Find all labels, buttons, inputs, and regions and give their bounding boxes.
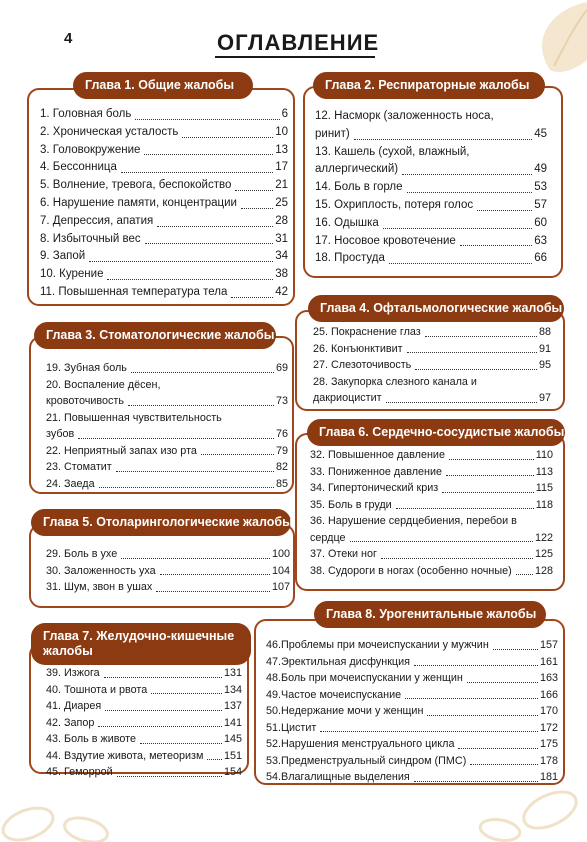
toc-entry[interactable] [266, 736, 558, 753]
toc-entry-page: 107 [271, 581, 290, 593]
chapter-4-box [295, 310, 565, 411]
toc-entry-title: 13. Кашель (сухой, влажный, [315, 145, 470, 158]
toc-entry-page: 6 [281, 108, 288, 120]
toc-entry[interactable] [40, 142, 288, 160]
dot-leader [386, 402, 537, 403]
toc-entry-page: 118 [535, 498, 553, 511]
toc-entry-page: 10 [275, 125, 288, 138]
toc-entry-title: 16. Одышка [315, 216, 379, 229]
dot-leader [128, 405, 274, 406]
dot-leader [477, 210, 532, 211]
toc-entry-page: 166 [539, 688, 558, 701]
toc-entry-title: 9. Запой [40, 250, 86, 263]
toc-entry-page: 100 [271, 548, 290, 560]
dot-leader [135, 119, 279, 120]
toc-entry-page: 13 [275, 143, 288, 156]
dot-leader [396, 508, 534, 509]
dot-leader [350, 541, 533, 542]
toc-entry[interactable] [46, 563, 290, 580]
toc-entry-page: 113 [535, 465, 553, 478]
toc-entry-title: 27. Слезоточивость [313, 359, 412, 371]
toc-entry-title: 20. Воспаление дёсен, [46, 378, 161, 391]
toc-entry-title: 21. Повышенная чувствительность [46, 411, 222, 424]
toc-entry[interactable] [40, 177, 288, 195]
toc-entry-page: 17 [275, 161, 288, 174]
toc-entry[interactable] [46, 459, 288, 476]
toc-entry[interactable] [46, 698, 242, 715]
toc-entry-title: 49.Частое мочеиспускание [266, 688, 402, 701]
toc-entry[interactable] [40, 231, 288, 249]
chapter-4-list [313, 324, 551, 407]
dot-leader [446, 475, 534, 476]
toc-entry-page: 88 [538, 326, 551, 338]
chapter-5-box [29, 524, 295, 608]
chapter-5-list [46, 546, 290, 596]
dot-leader [160, 574, 270, 575]
toc-entry[interactable] [315, 144, 547, 180]
dot-leader [516, 574, 533, 575]
dot-leader [241, 208, 273, 209]
page-number: 4 [64, 30, 73, 47]
toc-entry[interactable] [266, 720, 558, 737]
toc-entry[interactable] [315, 233, 547, 251]
dot-leader [235, 190, 273, 191]
toc-entry-title: 29. Боль в ухе [46, 548, 118, 560]
dot-leader [458, 748, 538, 749]
toc-entry-page: 137 [223, 700, 242, 712]
toc-entry[interactable] [310, 447, 553, 464]
dot-leader [201, 454, 274, 455]
toc-entry-title: 22. Неприятный запах изо рта [46, 444, 197, 457]
dot-leader [354, 139, 533, 140]
toc-entry-title: 30. Заложенность уха [46, 564, 156, 577]
toc-entry[interactable] [266, 769, 558, 786]
toc-entry[interactable] [266, 703, 558, 720]
toc-entry-page: 157 [539, 639, 558, 651]
toc-entry-page: 151 [223, 749, 242, 762]
toc-entry-title-cont: зубов [46, 428, 75, 440]
toc-entry-page: 128 [534, 564, 553, 577]
toc-entry-page: 45 [534, 127, 547, 140]
dot-leader [121, 558, 270, 559]
toc-entry-page: 28 [275, 214, 288, 227]
toc-entry-page: 79 [275, 444, 288, 457]
toc-entry[interactable] [40, 195, 288, 213]
toc-entry-title: 40. Тошнота и рвота [46, 683, 148, 696]
toc-entry[interactable] [310, 497, 553, 514]
toc-entry[interactable] [266, 670, 558, 687]
toc-entry[interactable] [40, 284, 288, 302]
toc-entry[interactable] [46, 443, 288, 460]
dot-leader [449, 459, 534, 460]
toc-entry[interactable] [310, 513, 553, 546]
leaf-decoration-icon [520, 0, 587, 80]
chapter-7-title[interactable]: Глава 7. Желудочно-кишечные жалобы [31, 623, 251, 665]
dot-leader [493, 649, 538, 650]
chapter-1-box [27, 88, 295, 306]
toc-entry[interactable] [40, 248, 288, 266]
toc-entry-title: 14. Боль в горле [315, 181, 403, 194]
toc-entry[interactable] [313, 324, 551, 341]
toc-entry-title: 53.Предменструальный синдром (ПМС) [266, 754, 467, 767]
toc-entry-page: 170 [539, 705, 558, 717]
dot-leader [231, 297, 273, 298]
dot-leader [460, 245, 532, 246]
toc-entry-title: 47.Эректильная дисфункция [266, 655, 410, 668]
toc-entry[interactable] [315, 197, 547, 215]
dot-leader [414, 781, 538, 782]
title-underline [215, 56, 375, 58]
chapter-6-list [310, 447, 553, 579]
dot-leader [320, 731, 538, 732]
dot-leader [104, 677, 222, 678]
toc-entry-page: 178 [539, 754, 558, 767]
toc-entry-page: 42 [275, 285, 288, 298]
toc-entry-page: 110 [535, 449, 553, 461]
toc-entry[interactable] [46, 579, 290, 596]
chapter-8-box [254, 619, 565, 785]
dot-leader [467, 682, 538, 683]
toc-entry[interactable] [46, 546, 290, 563]
toc-entry[interactable] [315, 108, 547, 144]
toc-entry[interactable] [46, 360, 288, 377]
toc-entry-title: 11. Повышенная температура тела [40, 285, 228, 298]
toc-entry[interactable] [266, 753, 558, 770]
toc-entry[interactable] [310, 563, 553, 580]
toc-entry-title: 48.Боль при мочеиспускании у женщин [266, 672, 463, 684]
toc-entry-title: 6. Нарушение памяти, концентрации [40, 196, 237, 209]
toc-entry-title: 52.Нарушения менструального цикла [266, 738, 455, 750]
toc-entry-title: 15. Охриплость, потеря голос [315, 198, 474, 211]
toc-entry-page: 145 [223, 733, 242, 745]
toc-entry-page: 122 [534, 531, 553, 544]
chapter-1-list [40, 106, 288, 302]
toc-entry-page: 73 [275, 395, 288, 407]
toc-entry[interactable] [310, 480, 553, 497]
toc-entry[interactable] [46, 682, 242, 699]
toc-entry-page: 76 [275, 428, 288, 440]
toc-entry-page: 163 [539, 672, 558, 684]
toc-entry-page: 172 [539, 721, 558, 734]
toc-entry-title: 24. Заеда [46, 477, 95, 490]
toc-entry[interactable] [313, 357, 551, 374]
chapter-6-box [295, 433, 565, 591]
dot-leader [427, 715, 538, 716]
toc-entry-page: 91 [538, 342, 551, 355]
toc-entry[interactable] [46, 665, 242, 682]
chapter-3-title[interactable]: Глава 3. Стоматологические жалобы [34, 322, 276, 349]
toc-entry-page: 97 [538, 392, 551, 404]
dot-leader [383, 228, 532, 229]
dot-leader [151, 693, 222, 694]
toc-entry[interactable] [313, 374, 551, 407]
dot-leader [140, 743, 222, 744]
chapter-6-title[interactable]: Глава 6. Сердечно-сосудистые жалобы [307, 419, 565, 446]
toc-entry-title: 41. Диарея [46, 700, 102, 712]
toc-entry-title: 25. Покраснение глаз [313, 326, 421, 338]
toc-entry-title: 4. Бессонница [40, 161, 117, 174]
toc-entry-title: 18. Простуда [315, 252, 385, 265]
toc-entry[interactable] [315, 215, 547, 233]
toc-entry-page: 25 [275, 196, 288, 209]
chapter-4-title[interactable]: Глава 4. Офтальмологические жалобы [308, 295, 564, 322]
toc-entry-title: 43. Боль в животе [46, 733, 136, 745]
toc-entry[interactable] [315, 250, 547, 268]
dot-leader [157, 226, 273, 227]
dot-leader [182, 137, 273, 138]
dot-leader [99, 487, 274, 488]
toc-entry-title: 17. Носовое кровотечение [315, 234, 456, 247]
toc-entry-page: 82 [275, 461, 288, 473]
toc-entry[interactable] [315, 179, 547, 197]
dot-leader [425, 336, 537, 337]
toc-entry[interactable] [46, 476, 288, 493]
chapter-1-title[interactable]: Глава 1. Общие жалобы [73, 72, 253, 99]
toc-entry-page: 31 [275, 232, 288, 245]
toc-entry-title: 45. Геморрой [46, 766, 113, 778]
toc-entry-page: 95 [538, 359, 551, 371]
dot-leader [144, 154, 273, 155]
toc-entry[interactable] [40, 124, 288, 142]
dot-leader [117, 776, 222, 777]
toc-entry-page: 53 [534, 181, 547, 194]
toc-entry-page: 60 [534, 216, 547, 229]
toc-entry-title: 1. Головная боль [40, 108, 132, 120]
toc-entry-page: 21 [275, 179, 288, 192]
toc-entry-title: 38. Судороги в ногах (особенно ночные) [310, 564, 512, 577]
toc-entry-title: 10. Курение [40, 268, 104, 281]
toc-entry-page: 85 [275, 477, 288, 490]
toc-entry-page: 175 [539, 738, 558, 750]
toc-entry[interactable] [46, 377, 288, 410]
toc-entry-title-cont: дакриоцистит [313, 392, 382, 404]
toc-entry[interactable] [40, 266, 288, 284]
toc-entry[interactable] [46, 748, 242, 765]
dot-leader [156, 591, 270, 592]
toc-entry[interactable] [310, 464, 553, 481]
toc-entry-page: 181 [539, 771, 558, 783]
toc-entry-page: 69 [275, 362, 288, 374]
toc-entry-title: 19. Зубная боль [46, 362, 127, 374]
dot-leader [405, 698, 538, 699]
toc-entry-page: 154 [223, 766, 242, 778]
toc-entry-title-cont: ринит) [315, 127, 350, 140]
toc-entry-page: 125 [534, 548, 553, 560]
chapter-8-list [266, 637, 558, 786]
toc-entry-title: 34. Гипертонический криз [310, 482, 439, 494]
toc-entry[interactable] [266, 637, 558, 654]
page-title: ОГЛАВЛЕНИЕ [217, 30, 380, 55]
toc-entry-page: 57 [534, 198, 547, 211]
chapter-7-list [46, 665, 242, 781]
dot-leader [116, 471, 274, 472]
toc-entry-title: 46.Проблемы при мочеиспускании у мужчин [266, 639, 489, 651]
dot-leader [402, 174, 532, 175]
dot-leader [78, 438, 274, 439]
toc-entry[interactable] [46, 715, 242, 732]
toc-entry-page: 66 [534, 252, 547, 265]
toc-entry-page: 131 [223, 667, 242, 679]
dot-leader [470, 764, 538, 765]
toc-entry-title: 32. Повышенное давление [310, 449, 445, 461]
toc-entry-title-cont: аллергический) [315, 163, 399, 176]
toc-entry-title: 42. Запор [46, 716, 95, 729]
pill-decoration-icon [470, 780, 587, 842]
dot-leader [442, 492, 534, 493]
toc-entry-page: 161 [539, 655, 558, 668]
chapter-3-list [46, 360, 288, 492]
toc-entry-title: 36. Нарушение сердцебиения, перебои в [310, 515, 517, 527]
toc-entry-title: 31. Шум, звон в ушах [46, 581, 153, 593]
toc-entry-page: 38 [275, 268, 288, 281]
toc-entry-title: 35. Боль в груди [310, 498, 392, 511]
dot-leader [98, 726, 222, 727]
toc-entry[interactable] [266, 687, 558, 704]
dot-leader [415, 369, 537, 370]
toc-entry-title: 12. Насморк (заложенность носа, [315, 110, 494, 122]
chapter-2-list [315, 108, 547, 268]
toc-entry[interactable] [310, 546, 553, 563]
chapter-2-box [303, 86, 563, 278]
chapter-3-box [29, 336, 294, 494]
toc-entry-title: 44. Вздутие живота, метеоризм [46, 749, 204, 762]
toc-entry-title: 3. Головокружение [40, 143, 141, 156]
toc-entry-page: 141 [223, 716, 242, 729]
toc-entry-title: 5. Волнение, тревога, беспокойство [40, 179, 232, 192]
dot-leader [207, 759, 222, 760]
toc-entry-page: 34 [275, 250, 288, 263]
dot-leader [105, 710, 222, 711]
toc-entry-title: 37. Отеки ног [310, 548, 377, 560]
toc-entry[interactable] [313, 341, 551, 358]
dot-leader [89, 261, 273, 262]
dot-leader [381, 558, 533, 559]
toc-entry[interactable] [46, 410, 288, 443]
toc-entry-page: 49 [534, 163, 547, 176]
toc-entry-title: 54.Влагалищные выделения [266, 771, 410, 783]
toc-entry[interactable] [46, 731, 242, 748]
toc-entry-title: 26. Конъюнктивит [313, 342, 403, 355]
dot-leader [407, 192, 533, 193]
dot-leader [407, 352, 537, 353]
toc-entry[interactable] [266, 654, 558, 671]
dot-leader [131, 372, 274, 373]
toc-entry-title: 2. Хроническая усталость [40, 125, 179, 138]
toc-entry[interactable] [40, 213, 288, 231]
toc-entry-title: 23. Стоматит [46, 461, 112, 473]
toc-entry-page: 134 [223, 683, 242, 696]
dot-leader [389, 263, 532, 264]
toc-entry-title: 8. Избыточный вес [40, 232, 141, 245]
chapter-2-title[interactable]: Глава 2. Респираторные жалобы [313, 72, 545, 99]
toc-entry-page: 104 [271, 564, 290, 577]
pill-decoration-icon [0, 790, 120, 842]
dot-leader [145, 243, 274, 244]
toc-entry[interactable] [40, 106, 288, 124]
toc-entry-title: 51.Цистит [266, 721, 317, 734]
toc-entry-title: 50.Недержание мочи у женщин [266, 705, 424, 717]
chapter-5-title[interactable]: Глава 5. Отоларингологические жалобы [31, 509, 291, 536]
chapter-8-title[interactable]: Глава 8. Урогенитальные жалобы [314, 601, 546, 628]
toc-entry-page: 115 [535, 482, 553, 494]
toc-entry-title: 33. Пониженное давление [310, 465, 443, 478]
toc-entry-title-cont: кровоточивость [46, 395, 124, 407]
toc-entry[interactable] [40, 159, 288, 177]
toc-entry-title-cont: сердце [310, 531, 346, 544]
toc-entry-page: 63 [534, 234, 547, 247]
dot-leader [414, 665, 538, 666]
toc-entry[interactable] [46, 764, 242, 781]
toc-entry-title: 39. Изжога [46, 667, 100, 679]
dot-leader [121, 172, 273, 173]
dot-leader [107, 279, 273, 280]
toc-entry-title: 28. Закупорка слезного канала и [313, 375, 477, 388]
toc-entry-title: 7. Депрессия, апатия [40, 214, 154, 227]
